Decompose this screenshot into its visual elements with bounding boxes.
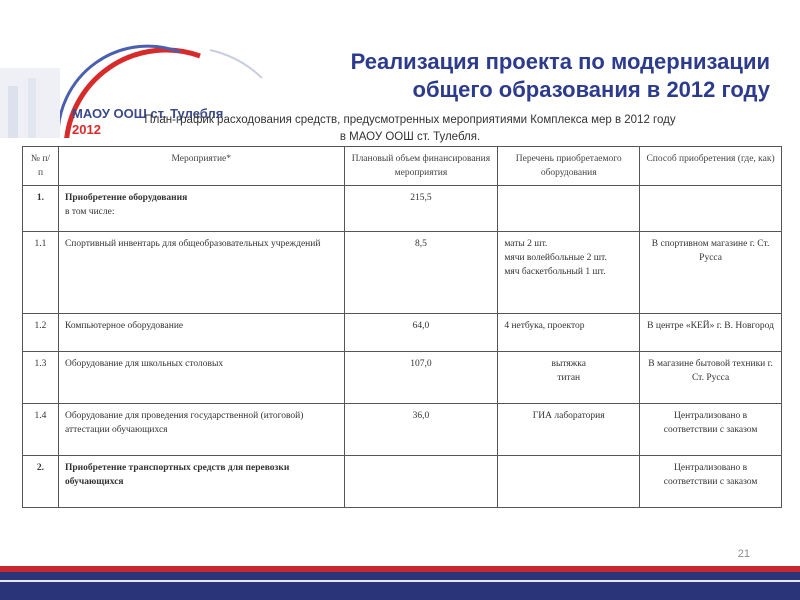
header-num: № п/п <box>23 147 59 186</box>
footer-blue-band <box>0 572 800 600</box>
logo-name: МАОУ ООШ ст. Тулебля <box>72 106 224 121</box>
event-text: Приобретение оборудования <box>64 193 188 203</box>
equipment-item: мяч баскетбольный 1 шт. <box>504 267 606 277</box>
table-row <box>23 404 782 456</box>
subtitle <box>100 112 720 146</box>
row-event: Спортивный инвентарь для общеобразовательных учреждений <box>58 232 344 314</box>
row-equipment <box>498 352 640 404</box>
header-method: Способ приобретения (где, как) <box>640 147 782 186</box>
header-event: Мероприятие* <box>58 147 344 186</box>
page-number: 21 <box>737 548 750 560</box>
row-volume: 107,0 <box>344 352 498 404</box>
title-line-1: Реализация проекта по модернизации <box>350 49 770 74</box>
table-row <box>23 352 782 404</box>
table-row <box>23 314 782 352</box>
row-method <box>640 186 782 232</box>
subtitle-line-1: План-график расходования средств, предусмотренных мероприятиями Комплекса мер в 2012 году <box>144 114 676 126</box>
row-num: 1.4 <box>23 404 59 456</box>
title-line-2: общего образования в 2012 году <box>412 77 770 102</box>
row-method: Централизовано в соответствии с заказом <box>640 456 782 508</box>
table-row <box>23 232 782 314</box>
row-volume <box>344 456 498 508</box>
row-method: В магазине бытовой техники г. Ст. Русса <box>640 352 782 404</box>
row-equipment: ГИА лаборатория <box>498 404 640 456</box>
row-method: В центре «КЕЙ» г. В. Новгород <box>640 314 782 352</box>
row-num: 1. <box>23 186 59 232</box>
row-num: 2. <box>23 456 59 508</box>
equipment-item: мячи волейбольные 2 шт. <box>504 253 607 263</box>
row-equipment <box>498 232 640 314</box>
row-volume: 8,5 <box>344 232 498 314</box>
row-event: Оборудование для школьных столовых <box>58 352 344 404</box>
event-text-sub: в том числе: <box>64 207 115 217</box>
table-row <box>23 186 782 232</box>
subtitle-line-2: в МАОУ ООШ ст. Тулебля. <box>339 131 481 143</box>
table-header-row <box>23 147 782 186</box>
header-volume: Плановый объем финансирования мероприятия <box>344 147 498 186</box>
row-event: Приобретение транспортных средств для перевозки обучающихся <box>58 456 344 508</box>
page-title <box>270 48 770 104</box>
row-equipment <box>498 456 640 508</box>
row-volume: 215,5 <box>344 186 498 232</box>
table-row <box>23 456 782 508</box>
row-num: 1.1 <box>23 232 59 314</box>
equipment-item: титан <box>557 373 581 383</box>
equipment-item: маты 2 шт. <box>504 239 548 249</box>
row-volume: 64,0 <box>344 314 498 352</box>
row-event: Компьютерное оборудование <box>58 314 344 352</box>
row-num: 1.3 <box>23 352 59 404</box>
expenditure-table <box>22 146 782 508</box>
logo-year: 2012 <box>72 122 101 137</box>
equipment-item: вытяжка <box>551 359 586 369</box>
row-equipment: 4 нетбука, проектор <box>498 314 640 352</box>
header-equipment: Перечень приобретаемого оборудования <box>498 147 640 186</box>
row-method: Централизовано в соответствии с заказом <box>640 404 782 456</box>
row-volume: 36,0 <box>344 404 498 456</box>
row-num: 1.2 <box>23 314 59 352</box>
row-event: Оборудование для проведения государственной (итоговой) аттестации обучающихся <box>58 404 344 456</box>
row-equipment <box>498 186 640 232</box>
row-method: В спортивном магазине г. Ст. Русса <box>640 232 782 314</box>
row-event <box>58 186 344 232</box>
footer-white-line <box>0 580 800 582</box>
